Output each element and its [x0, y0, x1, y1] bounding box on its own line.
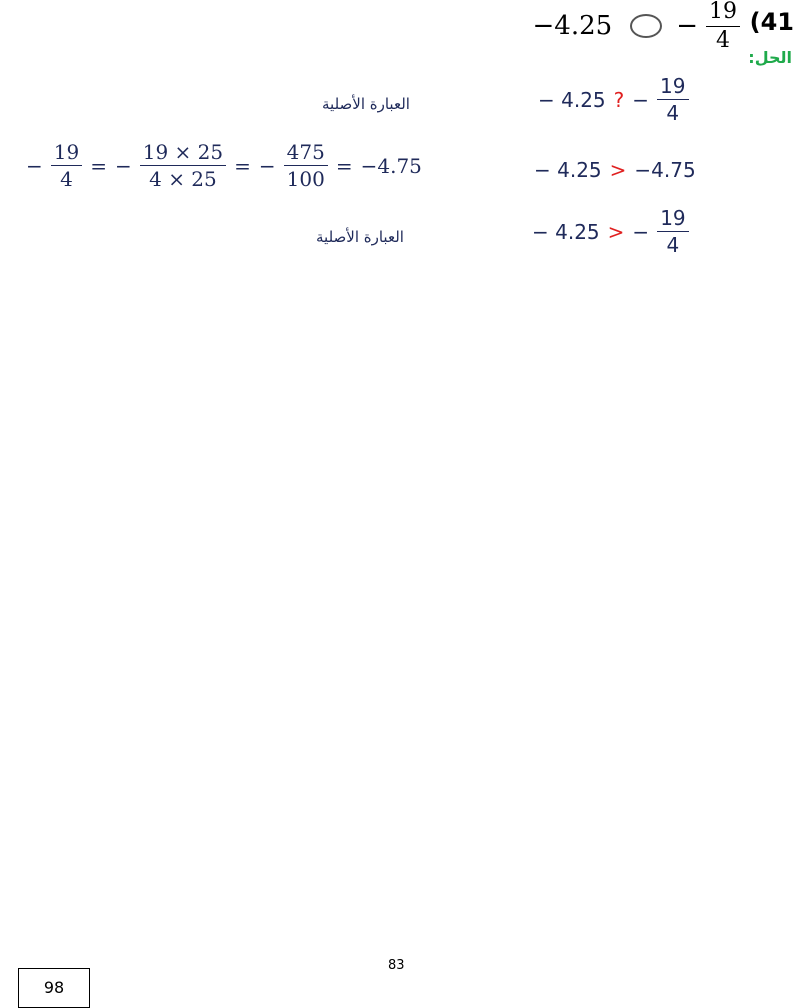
page-number-box: 98	[18, 968, 90, 1008]
line2-right-value: −4.75	[634, 158, 696, 182]
line1-minus-sign: −	[632, 87, 650, 112]
fraction-numerator: 19 × 25	[142, 140, 224, 164]
page-number-center: 83	[388, 958, 405, 973]
line2-left-value: − 4.25	[534, 158, 602, 182]
line3-left-value: − 4.25	[532, 219, 600, 244]
fraction-numerator: 19	[53, 140, 80, 164]
fraction-bar	[51, 165, 82, 166]
fraction-denominator: 4	[60, 167, 73, 191]
problem-minus-sign: −	[676, 11, 698, 41]
line3-note: العبارة الأصلية	[316, 228, 404, 246]
line3-fraction	[657, 208, 688, 255]
line1-left-value: − 4.25	[538, 87, 606, 112]
fraction-bar	[140, 165, 226, 166]
line3-minus-sign: −	[632, 219, 650, 244]
equals-sign-3: =	[335, 153, 353, 178]
fraction-bar	[706, 26, 740, 27]
solution-line-1	[538, 76, 689, 123]
line1-fraction	[657, 76, 688, 123]
solution-line-3	[532, 208, 689, 255]
fraction-numerator: 475	[286, 140, 325, 164]
fraction-denominator: 100	[286, 167, 325, 191]
problem-fraction	[706, 1, 740, 52]
line2-greater-than: >	[609, 158, 627, 182]
fraction-numerator: 19	[709, 0, 737, 24]
compare-blank-circle[interactable]	[630, 14, 662, 38]
equals-sign-2: =	[234, 153, 251, 178]
conversion-fraction-3	[284, 142, 328, 189]
fraction-bar	[657, 99, 688, 100]
problem-left-value: −4.25	[532, 11, 613, 41]
line1-unknown-operator: ?	[613, 87, 625, 112]
fraction-denominator: 4 × 25	[149, 167, 217, 191]
equals-sign-1: =	[90, 153, 107, 178]
fraction-numerator: 19	[660, 206, 686, 230]
conversion-neg-1: −	[26, 153, 43, 178]
fraction-bar	[284, 165, 328, 166]
problem-number: (41	[749, 8, 794, 36]
conversion-expression	[26, 142, 422, 189]
line3-greater-than: >	[607, 219, 625, 244]
conversion-neg-2: −	[114, 153, 132, 178]
fraction-numerator: 19	[660, 74, 686, 98]
conversion-result: −4.75	[360, 153, 422, 178]
solution-label: الحل:	[748, 48, 792, 67]
fraction-bar	[657, 231, 688, 232]
fraction-denominator: 4	[666, 233, 680, 257]
line1-note: العبارة الأصلية	[322, 95, 410, 113]
problem-expression	[533, 0, 740, 52]
fraction-denominator: 4	[716, 27, 730, 53]
conversion-fraction-2	[140, 142, 226, 189]
fraction-denominator: 4	[666, 101, 680, 125]
conversion-fraction-1	[51, 142, 82, 189]
solution-line-2	[534, 158, 696, 182]
conversion-neg-3: −	[258, 153, 276, 178]
